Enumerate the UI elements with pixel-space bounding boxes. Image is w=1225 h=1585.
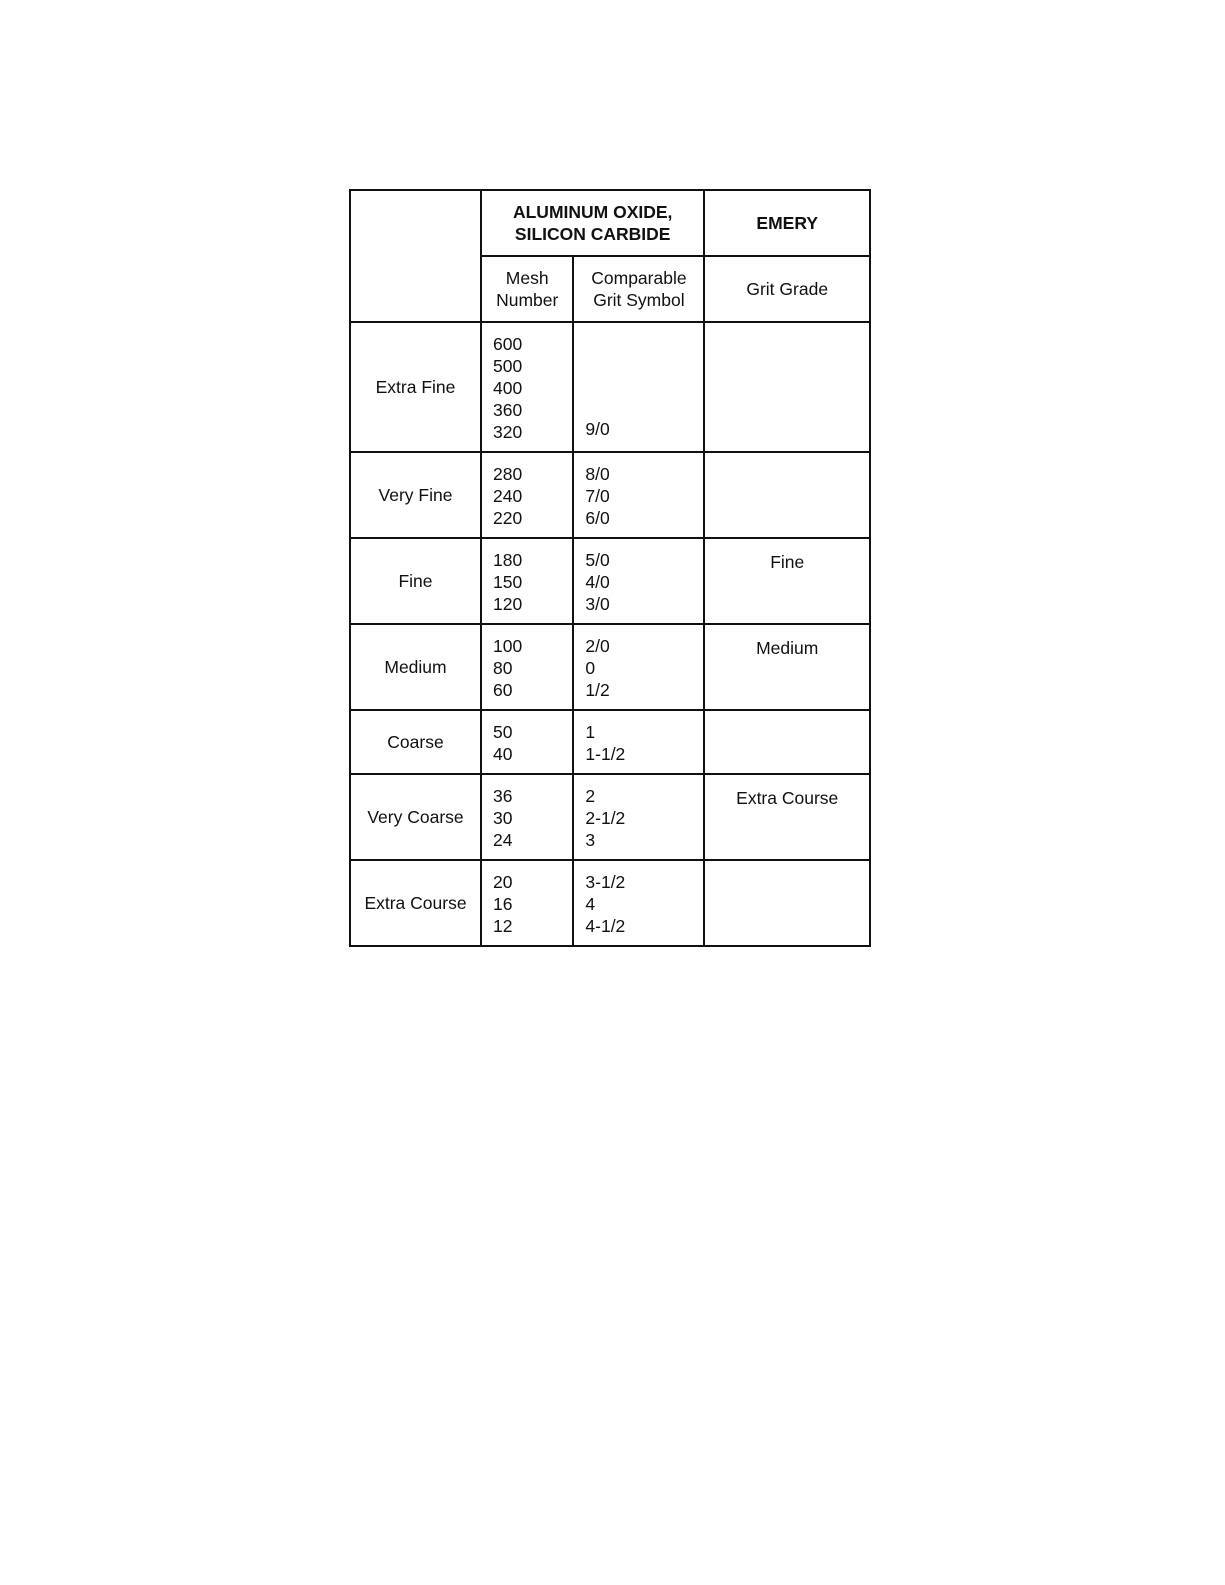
symbol-value: 1-1/2 — [585, 744, 626, 764]
classification-cell: Fine — [350, 538, 481, 624]
header-blank-cell — [350, 190, 481, 322]
classification-cell: Extra Fine — [350, 322, 481, 452]
symbol-value: 6/0 — [585, 508, 610, 528]
table-row-coarse — [350, 710, 870, 774]
symbol-value: 3 — [585, 830, 596, 850]
abrasive-grit-table — [349, 189, 871, 947]
mesh-cell — [481, 452, 573, 538]
classification-cell: Very Fine — [350, 452, 481, 538]
header-symbol-line1: Comparable — [591, 268, 687, 288]
classification-cell: Coarse — [350, 710, 481, 774]
symbol-value: 5/0 — [585, 550, 610, 570]
emery-cell — [704, 860, 870, 946]
mesh-cell — [481, 860, 573, 946]
table-row-medium — [350, 624, 870, 710]
mesh-value: 12 — [493, 916, 513, 936]
mesh-value: 50 — [493, 722, 513, 742]
header-mesh-number — [481, 256, 573, 322]
mesh-value: 120 — [493, 594, 523, 614]
header-mesh-line1: Mesh — [505, 268, 549, 288]
header-grit-grade: Grit Grade — [704, 256, 870, 322]
header-group1-line1: ALUMINUM OXIDE, — [512, 202, 673, 222]
mesh-value: 40 — [493, 744, 513, 764]
symbol-value: 2/0 — [585, 636, 610, 656]
mesh-cell — [481, 710, 573, 774]
header-mesh-line2: Number — [496, 290, 559, 310]
mesh-value: 400 — [493, 378, 523, 398]
table-row-extra-fine — [350, 322, 870, 452]
mesh-value: 24 — [493, 830, 513, 850]
symbol-value: 3/0 — [585, 594, 610, 614]
mesh-cell — [481, 322, 573, 452]
mesh-value: 600 — [493, 334, 523, 354]
symbol-value: 1/2 — [585, 680, 610, 700]
mesh-value: 320 — [493, 422, 523, 442]
mesh-value: 20 — [493, 872, 513, 892]
table-row-extra-course — [350, 860, 870, 946]
classification-cell: Medium — [350, 624, 481, 710]
header-symbol-line2: Grit Symbol — [593, 290, 685, 310]
mesh-value: 280 — [493, 464, 523, 484]
symbol-value: 2 — [585, 786, 596, 806]
symbol-cell — [573, 710, 704, 774]
symbol-value: 3-1/2 — [585, 872, 626, 892]
symbol-value: 9/0 — [585, 419, 610, 439]
emery-cell — [704, 452, 870, 538]
symbol-value: 8/0 — [585, 464, 610, 484]
symbol-cell — [573, 538, 704, 624]
symbol-value: 0 — [585, 658, 596, 678]
mesh-cell — [481, 774, 573, 860]
table-row-very-fine — [350, 452, 870, 538]
classification-cell: Very Coarse — [350, 774, 481, 860]
mesh-cell — [481, 624, 573, 710]
mesh-value: 16 — [493, 894, 513, 914]
mesh-value: 36 — [493, 786, 513, 806]
symbol-cell — [573, 452, 704, 538]
mesh-value: 180 — [493, 550, 523, 570]
symbol-value: 4/0 — [585, 572, 610, 592]
mesh-value: 80 — [493, 658, 513, 678]
mesh-cell — [481, 538, 573, 624]
mesh-value: 240 — [493, 486, 523, 506]
emery-cell: Medium — [704, 624, 870, 710]
symbol-value: 2-1/2 — [585, 808, 626, 828]
mesh-value: 360 — [493, 400, 523, 420]
emery-cell: Fine — [704, 538, 870, 624]
classification-cell: Extra Course — [350, 860, 481, 946]
header-grit-symbol — [573, 256, 704, 322]
symbol-value: 1 — [585, 722, 596, 742]
mesh-value: 100 — [493, 636, 523, 656]
emery-cell — [704, 710, 870, 774]
emery-cell — [704, 322, 870, 452]
mesh-value: 150 — [493, 572, 523, 592]
mesh-value: 500 — [493, 356, 523, 376]
mesh-value: 220 — [493, 508, 523, 528]
symbol-value: 4-1/2 — [585, 916, 626, 936]
mesh-value: 60 — [493, 680, 513, 700]
header-group1-line2: SILICON CARBIDE — [514, 224, 671, 244]
symbol-value: 4 — [585, 894, 596, 914]
header-row-groups — [350, 190, 870, 256]
symbol-cell — [573, 860, 704, 946]
table-row-fine — [350, 538, 870, 624]
emery-cell: Extra Course — [704, 774, 870, 860]
symbol-cell — [573, 624, 704, 710]
mesh-value: 30 — [493, 808, 513, 828]
symbol-cell — [573, 322, 704, 452]
table-row-very-coarse — [350, 774, 870, 860]
symbol-cell — [573, 774, 704, 860]
header-aluminum-oxide-silicon-carbide — [481, 190, 704, 256]
symbol-value: 7/0 — [585, 486, 610, 506]
header-emery: EMERY — [704, 190, 870, 256]
